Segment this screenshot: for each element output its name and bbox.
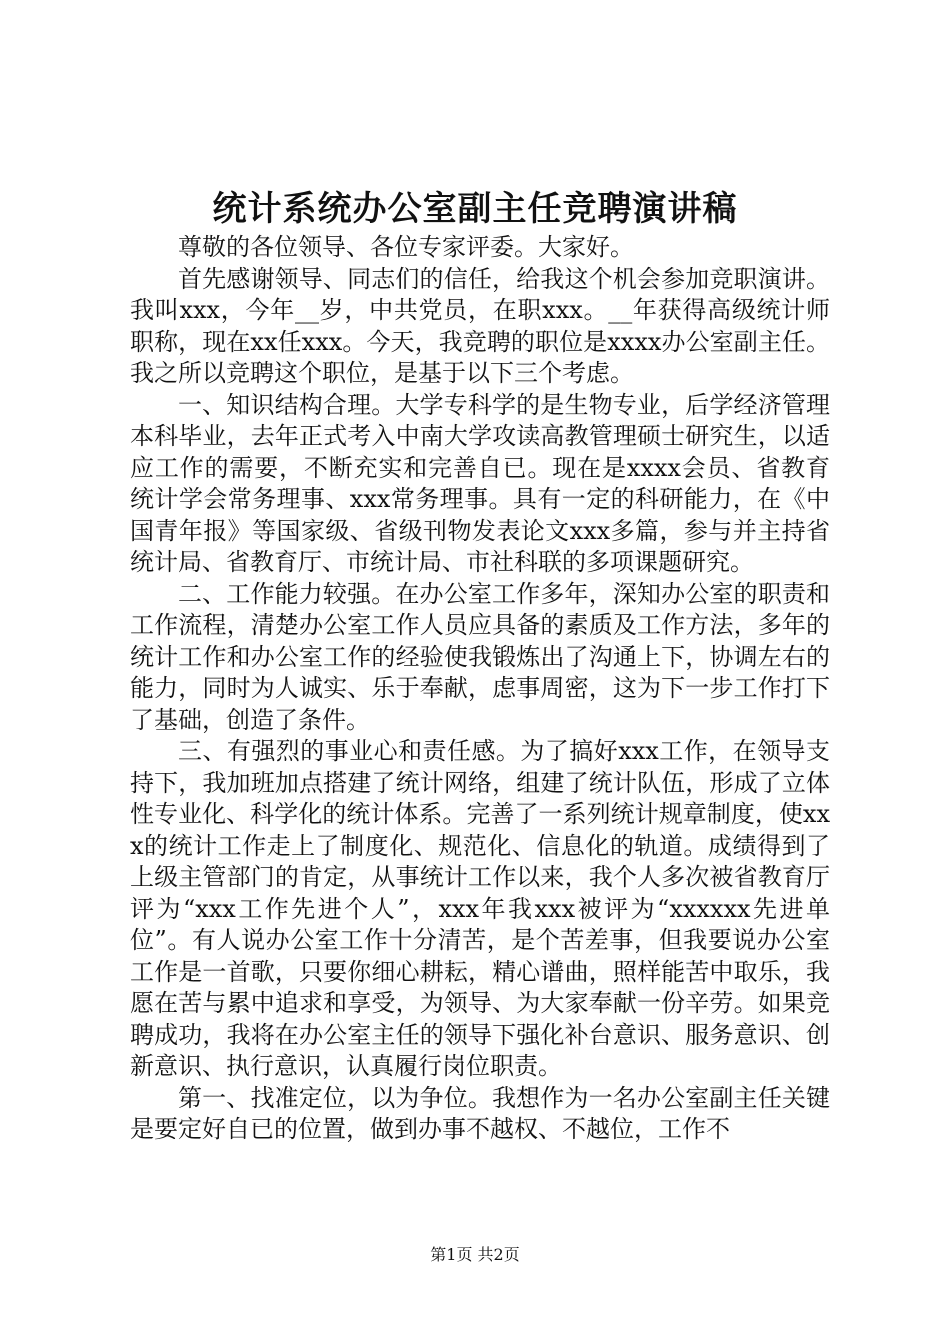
paragraph-responsibility: 三、有强烈的事业心和责任感。为了搞好xxx工作，在领导支持下，我加班加点搭建了统计网络，组建了统计队伍，形成了立体性专业化、科学化的统计体系。完善了一系列统计规章制度，使xxx的统计工作走上了制度化、规范化、信息化的轨道。成绩得到了上级主管部门的肯定，从事统计工作以来，我个人多次被省教育厅评为“xxx工作先进个人”，xxx年我xxx被评为“xxxxxx先进单位”。有人说办公室工作十分清苦，是个苦差事，但我要说办公室工作是一首歌，只要你细心耕耘，精心谱曲，照样能苦中取乐，我愿在苦与累中追求和享受，为领导、为大家奉献一份辛劳。如果竞聘成功，我将在办公室主任的领导下强化补台意识、服务意识、创新意识、执行意识，认真履行岗位职责。 [130,737,830,1080]
paragraph-knowledge-structure: 一、知识结构合理。大学专科学的是生物专业，后学经济管理本科毕业，去年正式考入中南大学攻读高教管理硕士研究生，以适应工作的需要，不断充实和完善自已。现在是xxxx会员、省教育统计学会常务理事、xxx常务理事。具有一定的科研能力，在《中国青年报》等国家级、省级刊物发表论文xxx多篇，参与并主持省统计局、省教育厅、市统计局、市社科联的多项课题研究。 [130,390,830,576]
document-title: 统计系统办公室副主任竞聘演讲稿 [212,189,738,229]
document-body [130,232,830,1146]
paragraph-greeting: 尊敬的各位领导、各位专家评委。大家好。 [178,233,634,261]
paragraph-work-ability: 二、工作能力较强。在办公室工作多年，深知办公室的职责和工作流程，清楚办公室工作人员应具备的素质及工作方法，多年的统计工作和办公室工作的经验使我锻炼出了沟通上下，协调左右的能力，同时为人诚实、乐于奉献，虑事周密，这为下一步工作打下了基础，创造了条件。 [130,579,830,734]
page-number-footer: 第1页 共2页 [430,1245,520,1264]
paragraph-introduction: 首先感谢领导、同志们的信任，给我这个机会参加竞职演讲。我叫xxx，今年__岁，中共党员，在职xxx。__年获得高级统计师职称，现在xx任xxx。今天，我竞聘的职位是xxxx办公室副主任。我之所以竞聘这个职位，是基于以下三个考虑。 [130,264,830,387]
paragraph-first-point: 第一、找准定位，以为争位。我想作为一名办公室副主任关键是要定好自已的位置，做到办事不越权、不越位，工作不 [130,1083,830,1143]
